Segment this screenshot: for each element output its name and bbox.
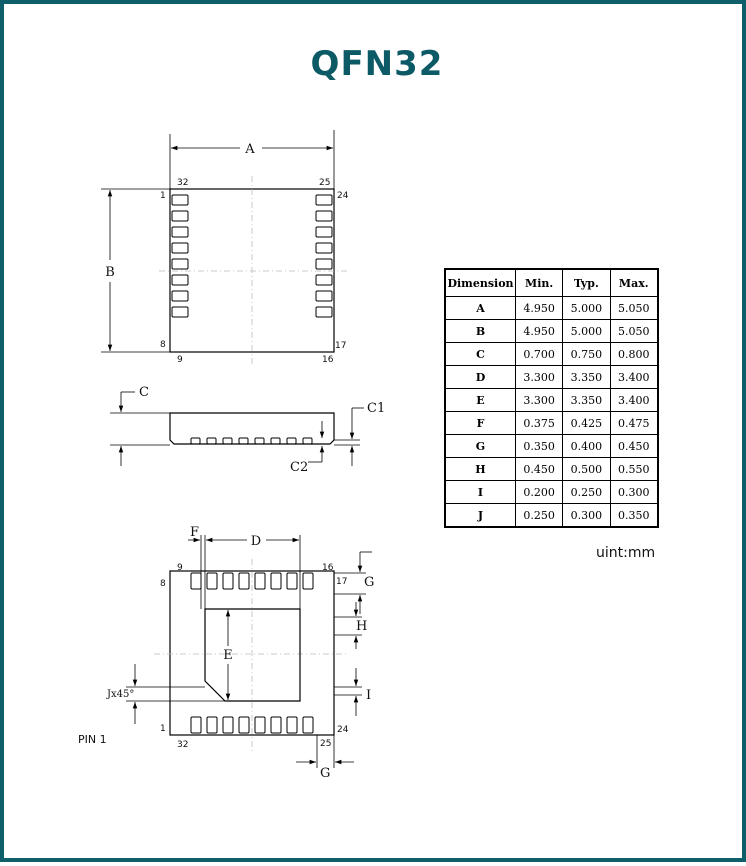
page-title: QFN32 (310, 44, 444, 84)
table-cell: 0.750 (563, 343, 610, 366)
left-edge-pad (172, 227, 188, 237)
table-cell: 0.800 (610, 343, 658, 366)
table-cell: E (445, 389, 516, 412)
table-row (445, 435, 658, 458)
table-cell: 3.400 (610, 366, 658, 389)
bottom-pin-label-1: 1 (160, 724, 166, 734)
left-edge-pad (172, 243, 188, 253)
table-row (445, 412, 658, 435)
table-cell: 5.000 (563, 320, 610, 343)
bottom-pin-label-16: 16 (322, 563, 334, 573)
dim-label-h: H (356, 619, 368, 634)
table-cell: 3.300 (516, 366, 563, 389)
bottom-edge-pad (303, 717, 313, 733)
table-cell: 0.250 (563, 481, 610, 504)
table-cell: 0.375 (516, 412, 563, 435)
table-cell: J (445, 504, 516, 528)
table-cell: A (445, 297, 516, 320)
right-edge-pad (316, 291, 332, 301)
top-edge-pad (207, 573, 217, 589)
side-pad (239, 438, 248, 444)
side-pad (287, 438, 296, 444)
table-cell: 0.425 (563, 412, 610, 435)
table-row (445, 504, 658, 528)
side-view (110, 385, 385, 475)
dim-label-e: E (223, 648, 233, 663)
bottom-edge-pad (255, 717, 265, 733)
table-cell: 5.000 (563, 297, 610, 320)
top-pin-label-32: 32 (177, 178, 189, 188)
table-cell: 3.400 (610, 389, 658, 412)
table-cell: I (445, 481, 516, 504)
top-edge-pad (255, 573, 265, 589)
table-cell: C (445, 343, 516, 366)
table-cell: D (445, 366, 516, 389)
side-pad (271, 438, 280, 444)
table-header-typ: Typ. (563, 269, 610, 297)
dim-label-i: I (366, 688, 372, 703)
table-header-max: Max. (610, 269, 658, 297)
table-row (445, 481, 658, 504)
dim-label-j: Jx45° (107, 689, 135, 700)
side-pad (303, 438, 312, 444)
table-cell: 0.450 (516, 458, 563, 481)
top-pin-label-16: 16 (322, 355, 334, 365)
table-row (445, 458, 658, 481)
right-edge-pad (316, 275, 332, 285)
dim-label-b: B (105, 265, 115, 280)
dim-label-c1: C1 (367, 401, 386, 416)
left-edge-pad (172, 195, 188, 205)
dim-label-c: C (139, 385, 149, 400)
right-edge-pad (316, 195, 332, 205)
bottom-pin-label-8: 8 (160, 579, 166, 589)
table-header-dimension: Dimension (445, 269, 516, 297)
dim-label-g-right: G (364, 575, 375, 590)
pin1-label: PIN 1 (78, 733, 107, 746)
unit-label: uint:mm (596, 545, 656, 561)
table-cell: H (445, 458, 516, 481)
table-header-min: Min. (516, 269, 563, 297)
table-cell: 0.300 (610, 481, 658, 504)
table-cell: 0.450 (610, 435, 658, 458)
bottom-edge-pad (207, 717, 217, 733)
side-pad (191, 438, 200, 444)
table-row (445, 320, 658, 343)
table-cell: 3.350 (563, 366, 610, 389)
bottom-edge-pad (271, 717, 281, 733)
dimension-table (444, 268, 659, 528)
top-pin-label-25: 25 (319, 178, 331, 188)
bottom-edge-pad (287, 717, 297, 733)
top-pin-label-24: 24 (337, 191, 349, 201)
left-edge-pad (172, 307, 188, 317)
right-edge-pad (316, 243, 332, 253)
top-pin-label-17: 17 (335, 341, 347, 351)
table-cell: 0.400 (563, 435, 610, 458)
table-row (445, 343, 658, 366)
table-cell: 5.050 (610, 320, 658, 343)
bottom-pin-label-25: 25 (320, 739, 332, 749)
right-edge-pad (316, 211, 332, 221)
side-view-pads (191, 438, 312, 444)
dim-label-a: A (245, 142, 255, 157)
top-pin-label-9: 9 (177, 355, 183, 365)
right-edge-pad (316, 307, 332, 317)
table-cell: 0.550 (610, 458, 658, 481)
table-cell: 0.350 (516, 435, 563, 458)
table-cell: G (445, 435, 516, 458)
table-header-row (445, 269, 658, 297)
table-cell: 5.050 (610, 297, 658, 320)
bottom-pin-label-32: 32 (177, 740, 189, 750)
top-edge-pad (223, 573, 233, 589)
dim-label-f: F (190, 525, 200, 540)
dim-label-d: D (250, 534, 262, 549)
right-edge-pad (316, 227, 332, 237)
top-edge-pad (271, 573, 281, 589)
top-edge-pad (287, 573, 297, 589)
side-view-body (170, 413, 334, 444)
bottom-edge-pad (191, 717, 201, 733)
table-cell: 0.250 (516, 504, 563, 528)
bottom-pin-label-24: 24 (337, 725, 349, 735)
table-cell: F (445, 412, 516, 435)
table-cell: 0.475 (610, 412, 658, 435)
right-edge-pad (316, 259, 332, 269)
table-cell: 3.350 (563, 389, 610, 412)
table-cell: 0.500 (563, 458, 610, 481)
left-edge-pad (172, 211, 188, 221)
side-pad (207, 438, 216, 444)
side-pad (255, 438, 264, 444)
table-row (445, 297, 658, 320)
dim-label-c2: C2 (290, 460, 309, 475)
top-view (101, 130, 349, 365)
table-cell: B (445, 320, 516, 343)
table-cell: 0.200 (516, 481, 563, 504)
bottom-pin-label-17: 17 (336, 577, 348, 587)
top-pin-label-1: 1 (160, 191, 166, 201)
top-edge-pad (303, 573, 313, 589)
bottom-edge-pad (223, 717, 233, 733)
table-row (445, 389, 658, 412)
bottom-view (78, 195, 374, 781)
table-cell: 0.300 (563, 504, 610, 528)
table-cell: 3.300 (516, 389, 563, 412)
side-pad (223, 438, 232, 444)
dim-label-g-bottom: G (320, 766, 331, 781)
table-row (445, 366, 658, 389)
table-cell: 4.950 (516, 297, 563, 320)
bottom-edge-pad (239, 717, 249, 733)
exposed-pad (205, 609, 300, 701)
left-edge-pad (172, 291, 188, 301)
top-edge-pad (239, 573, 249, 589)
top-pin-label-8: 8 (160, 340, 166, 350)
table-cell: 4.950 (516, 320, 563, 343)
table-cell: 0.700 (516, 343, 563, 366)
left-edge-pad (172, 275, 188, 285)
table-cell: 0.350 (610, 504, 658, 528)
left-edge-pad (172, 259, 188, 269)
top-edge-pad (191, 573, 201, 589)
bottom-pin-label-9: 9 (177, 563, 183, 573)
